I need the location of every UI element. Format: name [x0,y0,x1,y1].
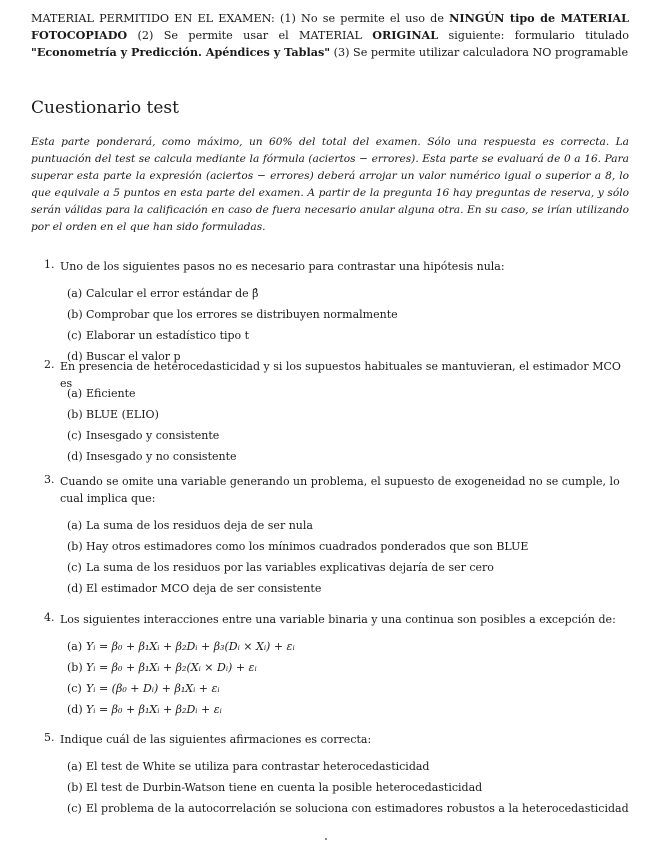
option-text: La suma de los residuos deja de ser nula [86,519,313,532]
intro-paragraph: Esta parte ponderará, como máximo, un 60% del total del examen. Sólo una respuesta es correcta. La puntuación del test se calcula mediante la fórmula (aciertos − errores). Esta parte se evaluará de 0 a 16. Para superar esta parte la expresión (aciertos − errores) deberá arrojar un valor numérico igual o superior a 8, lo que equivale a 5 puntos en esta parte del examen. A partir de la pregunta 16 hay preguntas de reserva, y sólo serán válidas para la calificación en caso de fuera necesario anular alguna otra. En su caso, se irían utilizando por el orden en el que han sido formuladas. [31,136,629,233]
option-equation: Yᵢ = β₀ + β₁Xᵢ + β₂(Xᵢ × Dᵢ) + εᵢ [86,661,257,674]
option-text: El estimador MCO deja de ser consistente [86,582,322,595]
option-text: Calcular el error estándar de β̂ [86,287,259,300]
header-text-2: (2) Se permite usar el MATERIAL [127,29,373,42]
option-letter: (d) [67,350,83,363]
option-letter: (a) [67,640,83,653]
question-number: 2. [44,358,55,371]
question-stem: Uno de los siguientes pasos no es necesario para contrastar una hipótesis nula: [60,260,505,273]
option-d[interactable] [67,581,321,597]
option-text: Buscar el valor p [86,350,181,363]
option-b[interactable] [67,780,482,796]
option-b[interactable] [67,660,257,676]
option-letter: (c) [67,802,82,815]
option-text: El test de White se utiliza para contrastar heterocedasticidad [86,760,430,773]
question-number: 1. [44,258,55,271]
option-letter: (a) [67,760,83,773]
option-letter: (b) [67,408,83,421]
option-a[interactable] [67,759,429,775]
option-c[interactable] [67,801,629,817]
option-text: Elaborar un estadístico tipo t [86,329,250,342]
option-a[interactable] [67,639,295,655]
option-a[interactable] [67,386,136,402]
question-stem: En presencia de heterocedasticidad y si los supuestos habituales se mantuvieran, el estimador MCO es [60,360,621,390]
option-d[interactable] [67,702,222,718]
question-number: 3. [44,473,55,486]
option-text: Hay otros estimadores como los mínimos cuadrados ponderados que son BLUE [86,540,529,553]
option-letter: (d) [67,703,83,716]
option-letter: (c) [67,682,82,695]
header-text-1: MATERIAL PERMITIDO EN EL EXAMEN: (1) No se permite el uso de [31,12,450,25]
question-number: 4. [44,611,55,624]
option-c[interactable] [67,681,220,697]
option-letter: (d) [67,582,83,595]
header-text-4: (3) Se permite utilizar calculadora NO programable [330,46,629,59]
option-c[interactable] [67,560,494,576]
option-letter: (c) [67,429,82,442]
option-c[interactable] [67,328,249,344]
option-equation: Yᵢ = β₀ + β₁Xᵢ + β₂Dᵢ + β₃(Dᵢ × Xᵢ) + εᵢ [86,640,295,653]
exam-header [31,10,629,61]
option-d[interactable] [67,449,237,465]
option-text: El test de Durbin-Watson tiene en cuenta la posible heterocedasticidad [86,781,483,794]
option-text: Insesgado y consistente [86,429,220,442]
header-text-3: siguiente: formulario titulado [438,29,629,42]
option-text: Eficiente [86,387,136,400]
option-b[interactable] [67,539,528,555]
option-letter: (b) [67,781,83,794]
header-bold-2: ORIGINAL [372,28,439,42]
question-stem: Los siguientes interacciones entre una variable binaria y una continua son posibles a excepción de: [60,613,616,626]
option-equation: Yᵢ = (β₀ + Dᵢ) + β₁Xᵢ + εᵢ [86,682,220,695]
option-a[interactable] [67,286,258,302]
option-equation: Yᵢ = β₀ + β₁Xᵢ + β₂Dᵢ + εᵢ [86,703,222,716]
option-letter: (a) [67,387,83,400]
question-stem: Cuando se omite una variable generando un problema, el supuesto de exogeneidad no se cumple, lo cual implica que: [60,475,620,505]
question-stem: Indique cuál de las siguientes afirmaciones es correcta: [60,733,372,746]
header-bold-3: "Econometría y Predicción. Apéndices y Tablas" [31,45,331,59]
option-letter: (a) [67,519,83,532]
page-footer-mark [325,838,327,840]
option-letter: (d) [67,450,83,463]
section-title: Cuestionario test [31,98,179,118]
option-c[interactable] [67,428,219,444]
option-text: Insesgado y no consistente [86,450,237,463]
option-b[interactable] [67,407,159,423]
option-text: BLUE (ELIO) [86,408,159,421]
option-letter: (b) [67,308,83,321]
option-letter: (a) [67,287,83,300]
option-text: La suma de los residuos por las variables explicativas dejaría de ser cero [86,561,494,574]
option-letter: (b) [67,540,83,553]
option-a[interactable] [67,518,313,534]
question-number: 5. [44,731,55,744]
option-text: El problema de la autocorrelación se soluciona con estimadores robustos a la heterocedasticidad [86,802,629,815]
header-bold-1: NINGÚN tipo de MATERIAL FOTOCOPIADO [31,11,629,42]
option-letter: (b) [67,661,83,674]
option-letter: (c) [67,561,82,574]
option-letter: (c) [67,329,82,342]
option-b[interactable] [67,307,398,323]
option-text: Comprobar que los errores se distribuyen normalmente [86,308,398,321]
